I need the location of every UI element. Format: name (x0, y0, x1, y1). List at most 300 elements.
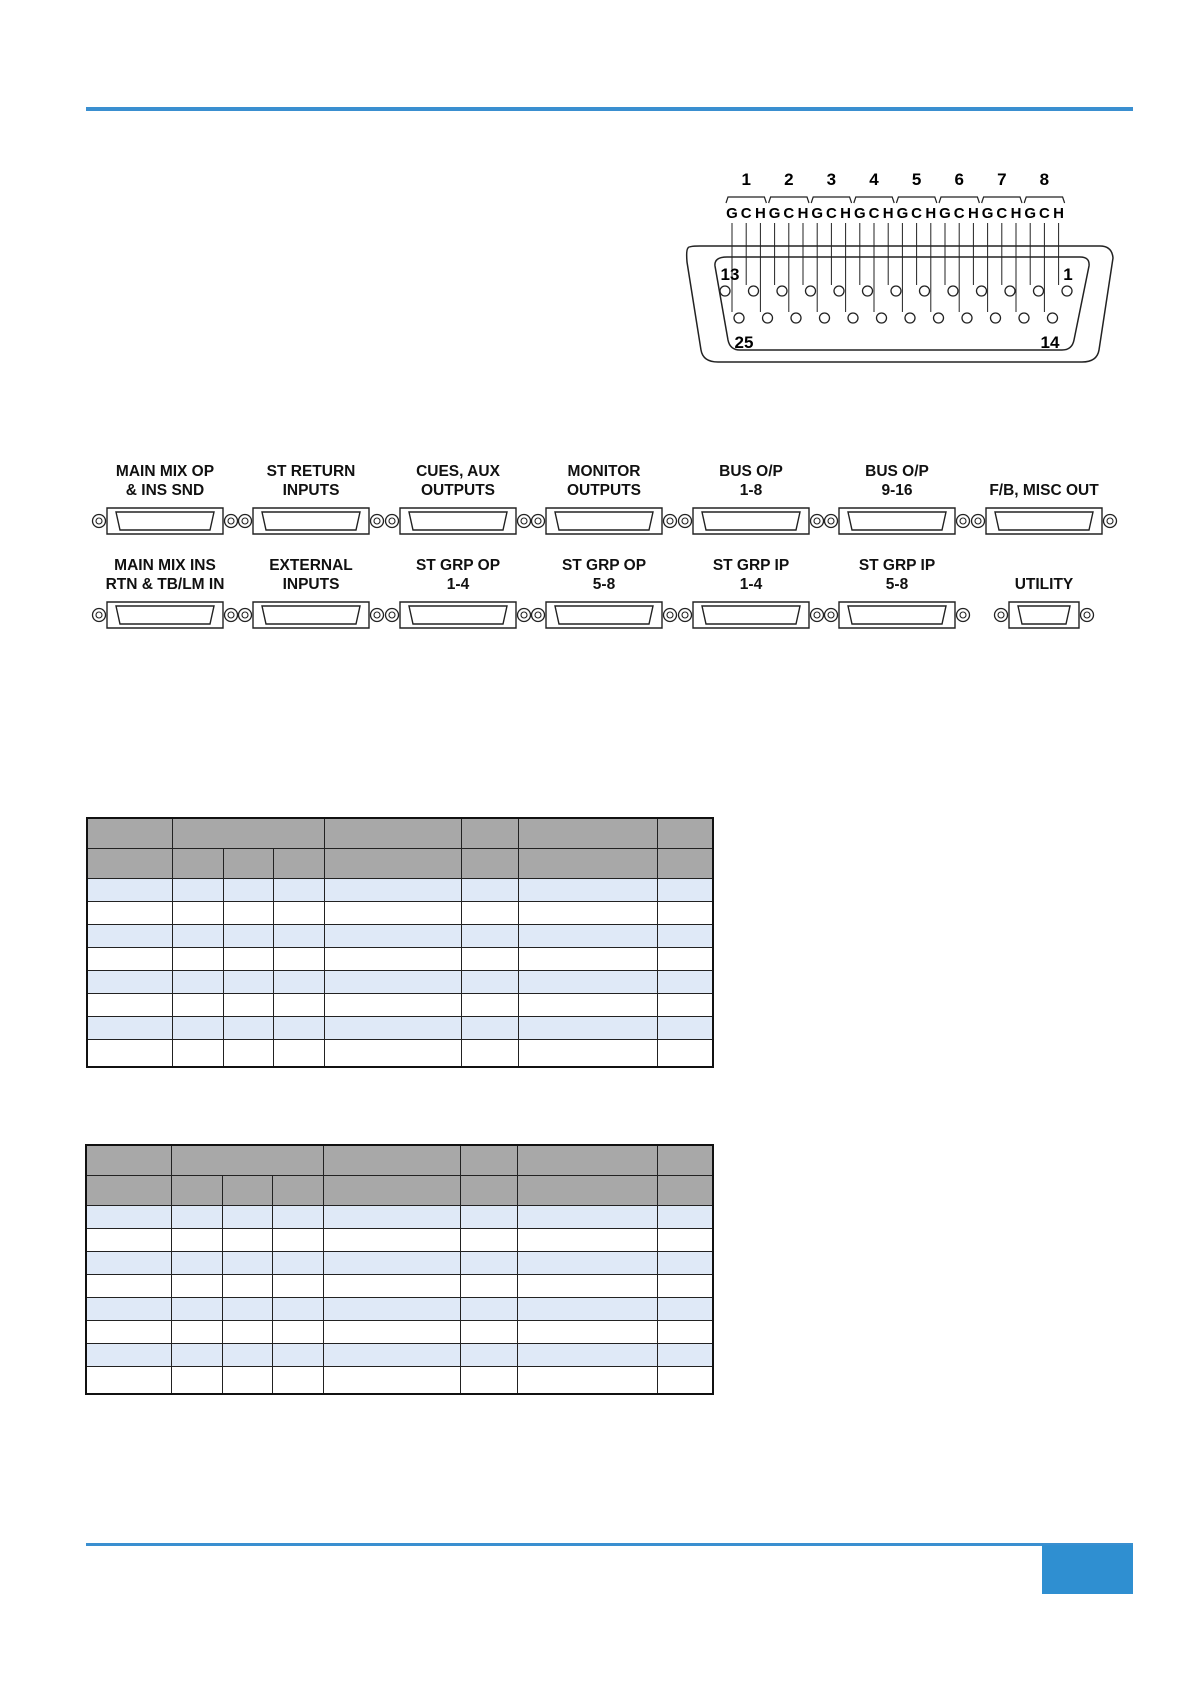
connector-label: CUES, AUX OUTPUTS (416, 463, 500, 499)
table-cell (171, 1275, 222, 1298)
table-cell (223, 1017, 273, 1040)
table-cell (460, 1252, 517, 1275)
table-cell (272, 1367, 323, 1395)
table-cell (87, 879, 172, 902)
pin-label-13: 13 (720, 265, 740, 284)
table-cell (517, 1344, 657, 1367)
pin (848, 313, 858, 323)
pin (720, 286, 730, 296)
connector-screw-hole (374, 518, 380, 524)
table-cell (86, 1275, 171, 1298)
pin (1034, 286, 1044, 296)
table-subheader-row (87, 849, 713, 879)
pin (777, 286, 787, 296)
table-cell (323, 1252, 460, 1275)
signal-letter: H (1053, 205, 1065, 222)
table-header-cell (223, 849, 273, 879)
table-cell (272, 1344, 323, 1367)
signal-letter: G (811, 205, 824, 222)
table-cell (172, 994, 223, 1017)
table-cell (657, 879, 713, 902)
pin (863, 286, 873, 296)
table-row (87, 925, 713, 948)
pin (820, 313, 830, 323)
signal-letter: G (939, 205, 951, 222)
db25-connector-icon (529, 598, 679, 632)
connector-label: ST GRP OP 5-8 (561, 557, 647, 593)
table-header-cell (657, 1145, 713, 1176)
signal-letter: C (1038, 205, 1050, 222)
table-cell (223, 879, 273, 902)
db25-connector-icon (529, 504, 679, 538)
table-cell (460, 1321, 517, 1344)
db25-connector-icon (90, 504, 240, 538)
signal-letter: C (825, 205, 837, 222)
table-cell (171, 1206, 222, 1229)
pin (1048, 313, 1058, 323)
table-cell (461, 1040, 518, 1068)
table-cell (272, 1252, 323, 1275)
group-bracket (896, 197, 936, 203)
pin (749, 286, 759, 296)
connector-label: MAIN MIX INS RTN & TB/LM IN (105, 557, 225, 593)
pin (934, 313, 944, 323)
table-cell (273, 1040, 324, 1068)
connector-screw-hole (535, 518, 541, 524)
connector-screw-hole (242, 612, 248, 618)
table-cell (324, 994, 461, 1017)
group-bracket (1024, 197, 1064, 203)
table-cell (657, 948, 713, 971)
table-cell (657, 1206, 713, 1229)
connector-screw-hole (521, 612, 527, 618)
table-cell (324, 1040, 461, 1068)
table-cell (273, 971, 324, 994)
table-row (86, 1367, 713, 1395)
connector-screw-hole (521, 518, 527, 524)
table-cell (324, 879, 461, 902)
table-cell (518, 902, 657, 925)
table-cell (518, 948, 657, 971)
table-cell (222, 1206, 272, 1229)
table-cell (87, 994, 172, 1017)
table-row (86, 1229, 713, 1252)
connector-label: EXTERNAL INPUTS (269, 557, 353, 593)
table-cell (223, 925, 273, 948)
table-cell (518, 971, 657, 994)
pin (763, 313, 773, 323)
table-cell (461, 994, 518, 1017)
connector-label: ST GRP IP 1-4 (712, 557, 790, 593)
table-cell (86, 1298, 171, 1321)
table-cell (272, 1229, 323, 1252)
table-cell (517, 1275, 657, 1298)
table-cell (518, 925, 657, 948)
table-header-cell (517, 1145, 657, 1176)
table-cell (171, 1298, 222, 1321)
table-row (87, 948, 713, 971)
table-cell (222, 1229, 272, 1252)
table-subheader-row (86, 1176, 713, 1206)
pin (877, 313, 887, 323)
connector-screw-hole (96, 518, 102, 524)
pin (948, 286, 958, 296)
table-header-cell (657, 849, 713, 879)
signal-letter: C (868, 205, 880, 222)
table-cell (222, 1298, 272, 1321)
db25-connector-icon (383, 598, 533, 632)
table-cell (461, 1017, 518, 1040)
pin (977, 286, 987, 296)
table-cell (461, 902, 518, 925)
table-header-cell (87, 849, 172, 879)
table-cell (657, 925, 713, 948)
group-bracket (811, 197, 851, 203)
table-cell (460, 1367, 517, 1395)
group-number: 6 (954, 170, 964, 189)
table-header-row (87, 818, 713, 849)
table-cell (223, 971, 273, 994)
table-header-cell (518, 849, 657, 879)
table-cell (518, 1017, 657, 1040)
table-cell (518, 994, 657, 1017)
connector-screw-hole (828, 518, 834, 524)
table-header-cell (461, 818, 518, 849)
table-cell (517, 1229, 657, 1252)
db25-connector-icon (676, 504, 826, 538)
table-cell (517, 1206, 657, 1229)
pin (791, 313, 801, 323)
connector-screw-hole (960, 612, 966, 618)
table-cell (657, 1321, 713, 1344)
table-cell (460, 1275, 517, 1298)
signal-letter: G (768, 205, 781, 222)
table-cell (171, 1321, 222, 1344)
table-cell (272, 1275, 323, 1298)
table-header-cell (171, 1176, 222, 1206)
table-row (87, 879, 713, 902)
pinout-table-2 (85, 1144, 714, 1395)
table-cell (172, 971, 223, 994)
table-cell (172, 1017, 223, 1040)
table-cell (222, 1275, 272, 1298)
connector-screw-hole (814, 518, 820, 524)
connector-label: BUS O/P 9-16 (865, 463, 929, 499)
connector-label: ST RETURN INPUTS (266, 463, 356, 499)
pin (1062, 286, 1072, 296)
rear-panel-connectors (90, 463, 1130, 668)
table-row (86, 1275, 713, 1298)
connector-screw-hole (374, 612, 380, 618)
table-cell (657, 1040, 713, 1068)
connector-label: MAIN MIX OP & INS SND (115, 463, 215, 499)
connector-screw-hole (998, 612, 1004, 618)
table-header-cell (460, 1176, 517, 1206)
table-cell (222, 1321, 272, 1344)
table-cell (171, 1252, 222, 1275)
table-header-cell (86, 1176, 171, 1206)
table-cell (172, 879, 223, 902)
table-cell (86, 1206, 171, 1229)
pin (806, 286, 816, 296)
group-number: 3 (826, 170, 837, 189)
table-cell (86, 1321, 171, 1344)
table-cell (324, 925, 461, 948)
table-row (86, 1344, 713, 1367)
table-cell (323, 1298, 460, 1321)
table-header-cell (171, 1145, 323, 1176)
pin (891, 286, 901, 296)
table-cell (272, 1298, 323, 1321)
table-cell (86, 1344, 171, 1367)
connector-screw-hole (535, 612, 541, 618)
table-cell (172, 1040, 223, 1068)
signal-letter: H (797, 205, 809, 222)
table-cell (323, 1275, 460, 1298)
table-cell (223, 994, 273, 1017)
table-cell (518, 879, 657, 902)
table-cell (657, 1367, 713, 1395)
table-row (87, 994, 713, 1017)
signal-letter: H (840, 205, 852, 222)
table-row (87, 971, 713, 994)
db25-pinout-diagram (670, 170, 1130, 370)
db25-connector-icon (969, 504, 1119, 538)
table-cell (657, 1344, 713, 1367)
db25-connector-icon (236, 598, 386, 632)
table-cell (324, 902, 461, 925)
group-number: 2 (784, 170, 794, 189)
signal-letter: C (996, 205, 1008, 222)
table-cell (517, 1298, 657, 1321)
table-cell (87, 971, 172, 994)
group-bracket (769, 197, 809, 203)
table-cell (657, 1017, 713, 1040)
table-cell (517, 1321, 657, 1344)
pin (1019, 313, 1029, 323)
db25-connector-icon (383, 504, 533, 538)
table-cell (171, 1344, 222, 1367)
table-cell (223, 1040, 273, 1068)
db25-connector-icon (90, 598, 240, 632)
table-cell (87, 1040, 172, 1068)
signal-letter: C (953, 205, 965, 222)
table-cell (323, 1367, 460, 1395)
table-cell (460, 1206, 517, 1229)
table-cell (222, 1252, 272, 1275)
signal-letter: H (925, 205, 937, 222)
signal-letter: G (853, 205, 866, 222)
pin (834, 286, 844, 296)
signal-letter: G (1024, 205, 1037, 222)
pin-label-14: 14 (1040, 333, 1060, 352)
pin (734, 313, 744, 323)
signal-letter: H (967, 205, 979, 222)
table-cell (172, 925, 223, 948)
table-cell (461, 971, 518, 994)
table-cell (517, 1367, 657, 1395)
connector-screw-hole (682, 612, 688, 618)
table-header-cell (272, 1176, 323, 1206)
group-number: 4 (869, 170, 879, 189)
table-cell (272, 1206, 323, 1229)
pin-label-1: 1 (1063, 265, 1073, 284)
table-cell (86, 1229, 171, 1252)
signal-letter: H (1010, 205, 1022, 222)
connector-label: F/B, MISC OUT (989, 481, 1099, 499)
group-bracket (939, 197, 979, 203)
table-row (86, 1321, 713, 1344)
table-cell (461, 879, 518, 902)
table-cell (518, 1040, 657, 1068)
pin (905, 313, 915, 323)
page-number-tab (1042, 1545, 1133, 1594)
connector-screw-hole (228, 612, 234, 618)
table-cell (517, 1252, 657, 1275)
table-header-cell (657, 1176, 713, 1206)
table-cell (171, 1367, 222, 1395)
pin (962, 313, 972, 323)
table-cell (461, 925, 518, 948)
table-header-cell (273, 849, 324, 879)
table-cell (657, 902, 713, 925)
pinout-table-1 (86, 817, 714, 1068)
connector-screw-hole (828, 612, 834, 618)
signal-letter: C (911, 205, 923, 222)
table-header-cell (172, 818, 324, 849)
table-cell (87, 948, 172, 971)
connector-screw-hole (1107, 518, 1113, 524)
table-cell (323, 1206, 460, 1229)
table-cell (87, 902, 172, 925)
table-header-cell (323, 1145, 460, 1176)
connector-label: ST GRP IP 5-8 (858, 557, 936, 593)
connector-screw-hole (960, 518, 966, 524)
header-rule (86, 107, 1133, 111)
table-header-cell (324, 849, 461, 879)
table-header-cell (460, 1145, 517, 1176)
connector-screw-hole (389, 612, 395, 618)
connector-label: MONITOR OUTPUTS (566, 463, 642, 499)
table-row (87, 902, 713, 925)
table-cell (222, 1344, 272, 1367)
table-header-cell (461, 849, 518, 879)
connector-screw-hole (814, 612, 820, 618)
table-cell (223, 902, 273, 925)
table-cell (86, 1367, 171, 1395)
table-header-cell (222, 1176, 272, 1206)
group-bracket (726, 197, 766, 203)
table-cell (273, 994, 324, 1017)
table-cell (323, 1344, 460, 1367)
table-cell (657, 994, 713, 1017)
table-cell (460, 1344, 517, 1367)
table-cell (87, 1017, 172, 1040)
db25-connector-icon (236, 504, 386, 538)
connector-screw-hole (975, 518, 981, 524)
table-cell (460, 1229, 517, 1252)
connector-screw-hole (242, 518, 248, 524)
table-header-cell (324, 818, 461, 849)
signal-letter: G (981, 205, 994, 222)
connector-label: UTILITY (1014, 575, 1074, 593)
connector-screw-hole (228, 518, 234, 524)
table-cell (324, 971, 461, 994)
pin (1005, 286, 1015, 296)
group-number: 5 (911, 170, 922, 189)
group-number: 1 (741, 170, 751, 189)
table-cell (323, 1229, 460, 1252)
group-number: 8 (1039, 170, 1050, 189)
table-row (86, 1298, 713, 1321)
connector-label: ST GRP OP 1-4 (415, 557, 501, 593)
table-cell (223, 948, 273, 971)
table-header-cell (86, 1145, 171, 1176)
table-cell (87, 925, 172, 948)
table-cell (324, 1017, 461, 1040)
pin (920, 286, 930, 296)
group-bracket (982, 197, 1022, 203)
table-cell (657, 1275, 713, 1298)
table-cell (460, 1298, 517, 1321)
table-row (86, 1252, 713, 1275)
connector-screw-hole (667, 518, 673, 524)
signal-letter: C (740, 205, 752, 222)
table-cell (172, 902, 223, 925)
table-cell (273, 948, 324, 971)
connector-label: BUS O/P 1-8 (719, 463, 783, 499)
table-cell (273, 1017, 324, 1040)
table-cell (324, 948, 461, 971)
footer-rule (86, 1543, 1133, 1546)
table-cell (172, 948, 223, 971)
signal-letter: G (726, 205, 738, 222)
table-header-cell (172, 849, 223, 879)
table-cell (86, 1252, 171, 1275)
group-bracket (854, 197, 894, 203)
table-header-cell (87, 818, 172, 849)
connector-screw-hole (1084, 612, 1090, 618)
group-number: 7 (997, 170, 1007, 189)
signal-letter: H (882, 205, 894, 222)
table-cell (461, 948, 518, 971)
connector-screw-hole (667, 612, 673, 618)
signal-letter: H (754, 205, 766, 222)
table-cell (657, 1252, 713, 1275)
db25-connector-icon (676, 598, 826, 632)
table-cell (273, 879, 324, 902)
table-header-cell (518, 818, 657, 849)
table-cell (272, 1321, 323, 1344)
signal-letter: C (783, 205, 795, 222)
table-header-row (86, 1145, 713, 1176)
connector-screw-hole (682, 518, 688, 524)
pin (991, 313, 1001, 323)
table-cell (657, 1298, 713, 1321)
table-cell (657, 1229, 713, 1252)
connector-screw-hole (389, 518, 395, 524)
table-cell (222, 1367, 272, 1395)
signal-letter: G (896, 205, 909, 222)
table-row (86, 1206, 713, 1229)
table-header-cell (517, 1176, 657, 1206)
connector-screw-hole (96, 612, 102, 618)
pin-label-25: 25 (734, 333, 754, 352)
db25-connector-icon (822, 504, 972, 538)
db9-connector-icon (969, 598, 1119, 632)
table-row (87, 1040, 713, 1068)
table-cell (273, 902, 324, 925)
